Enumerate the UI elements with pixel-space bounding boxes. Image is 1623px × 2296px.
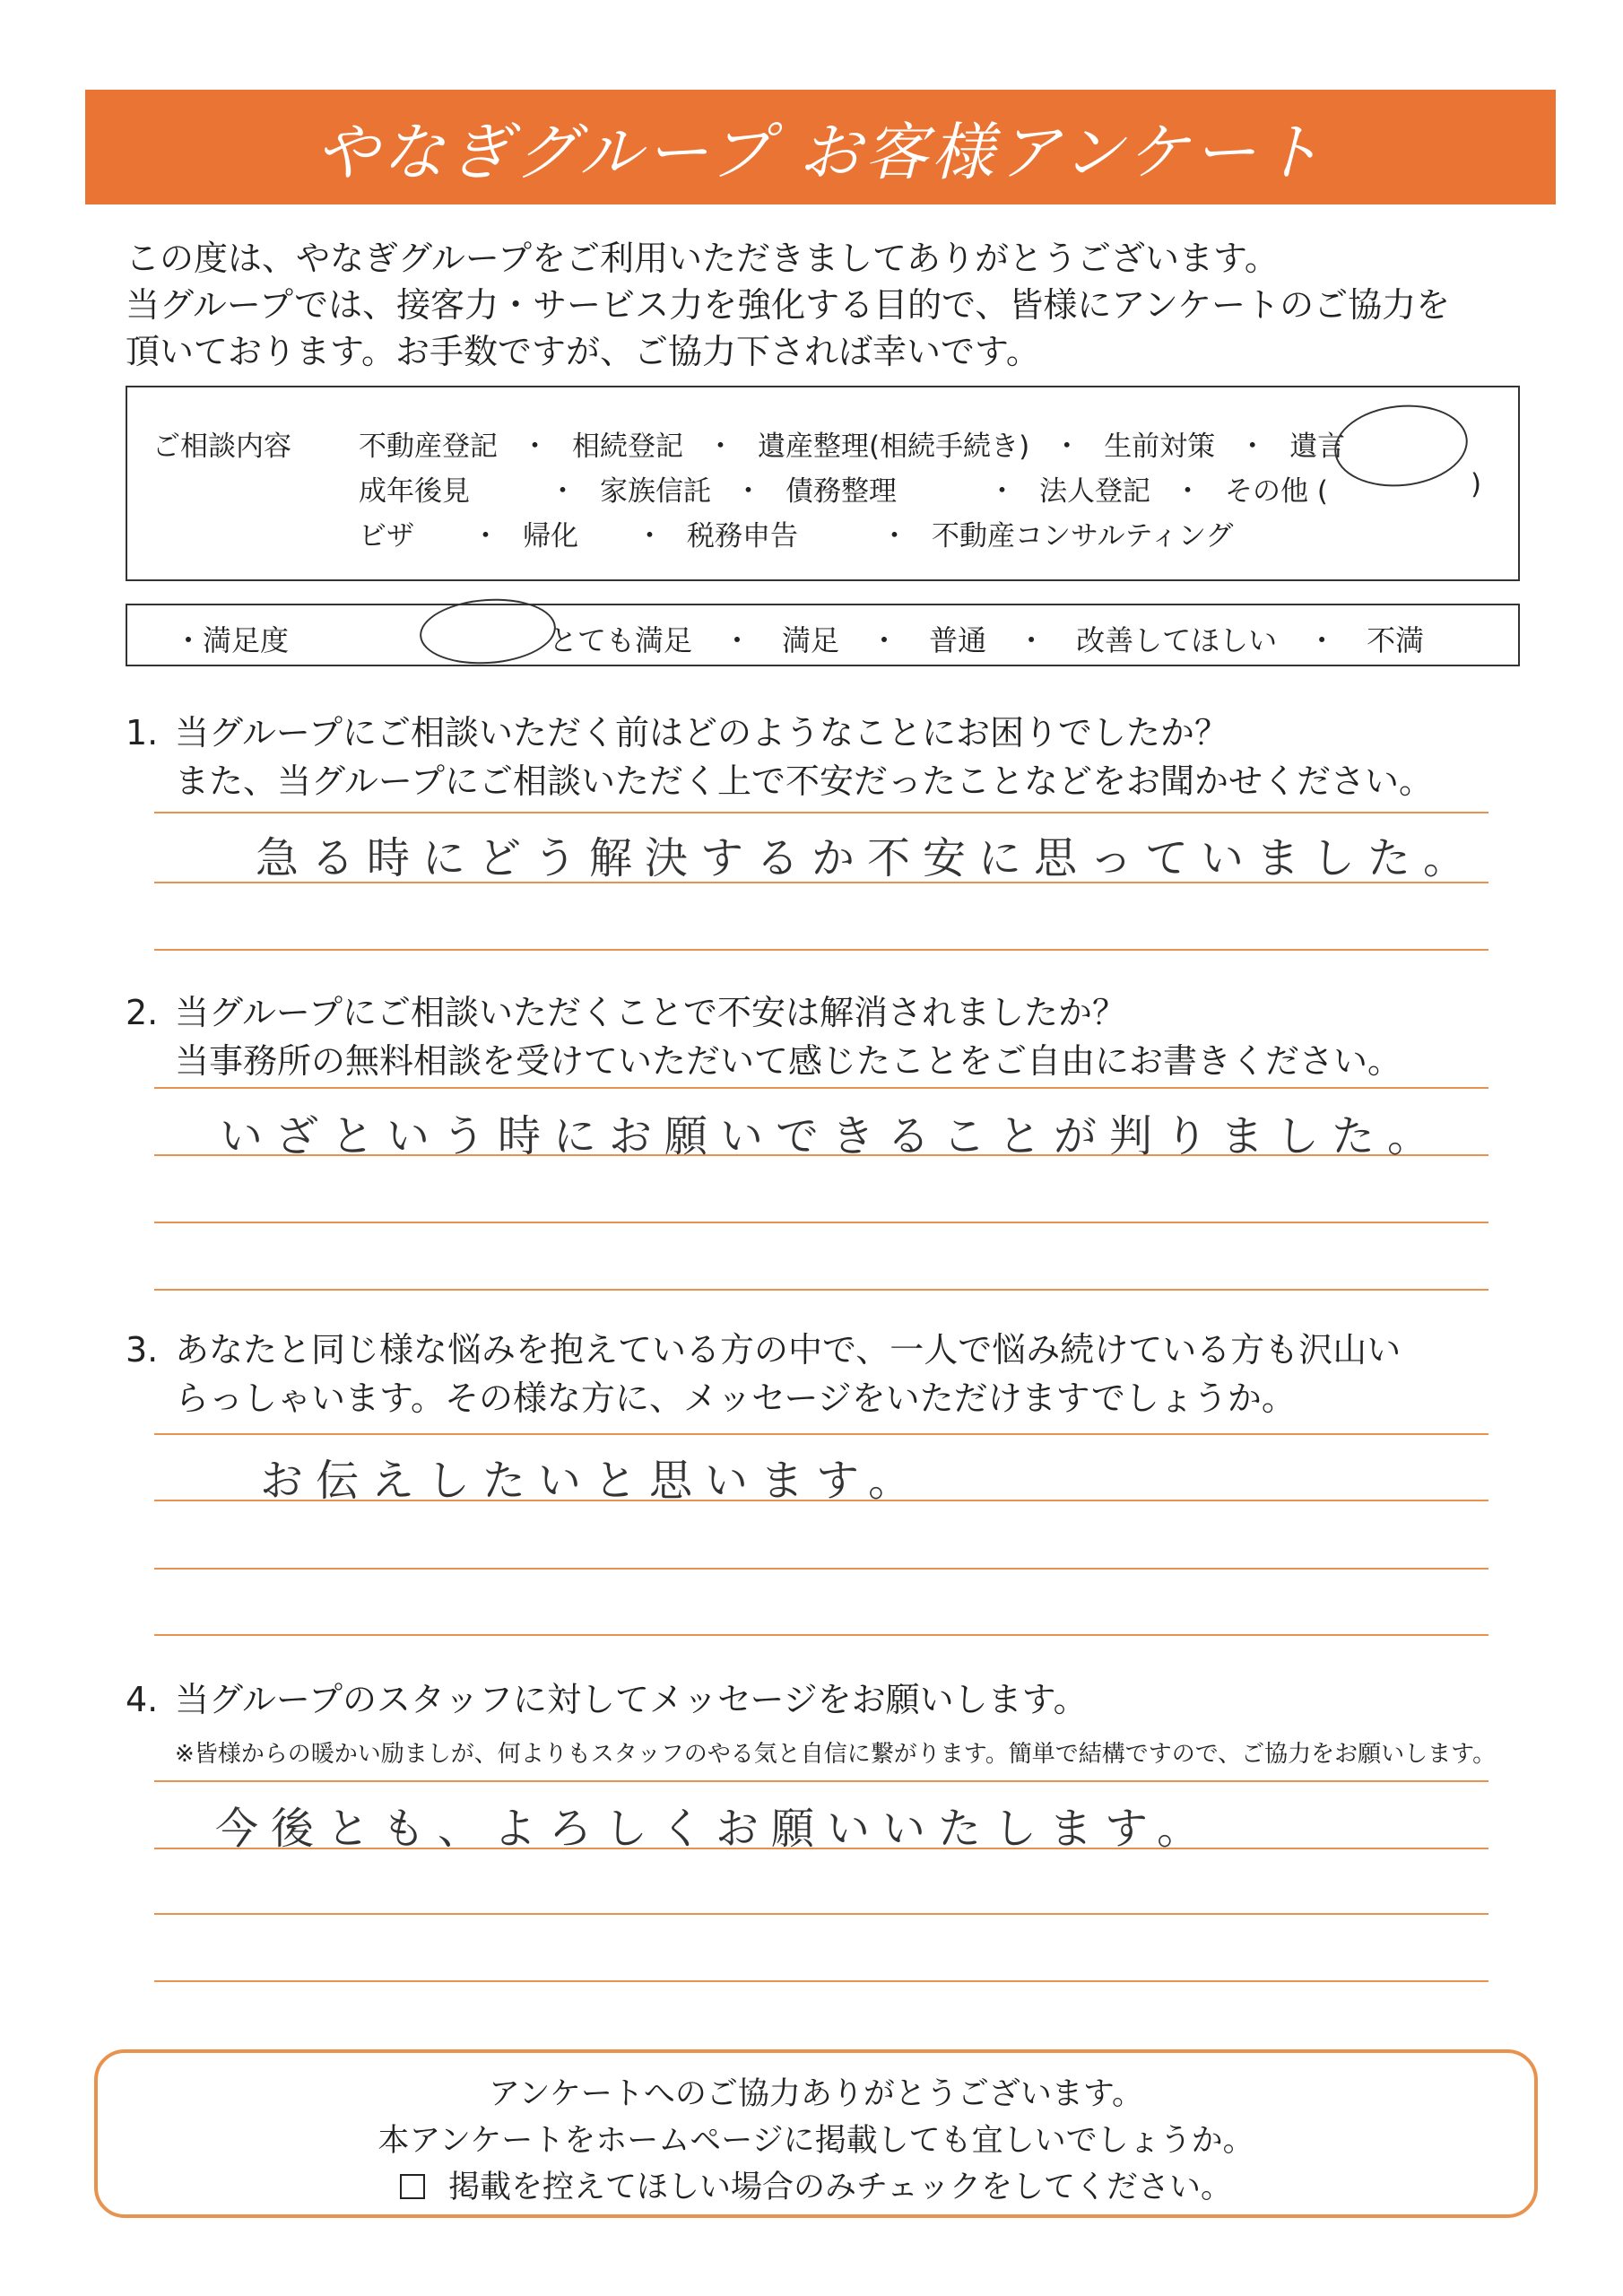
answer-line	[154, 1980, 1488, 1982]
option-will[interactable]: 遺言	[1289, 430, 1346, 463]
separator: ・	[549, 475, 577, 508]
separator: ・	[707, 430, 734, 463]
separator: ・	[472, 520, 499, 552]
answer-line	[154, 812, 1488, 813]
answer-line	[154, 1634, 1488, 1636]
question-number: 3.	[126, 1330, 159, 1370]
separator: ・	[734, 475, 762, 508]
option-adult-guardianship[interactable]: 成年後見	[359, 475, 470, 508]
separator: ・	[1238, 430, 1267, 463]
thanks-line: 本アンケートをホームページに掲載しても宜しいでしょうか。	[378, 2123, 1254, 2159]
option-real-estate-registration[interactable]: 不動産登記	[359, 430, 498, 463]
option-visa[interactable]: ビザ	[359, 520, 414, 552]
separator: ・	[1053, 430, 1081, 463]
separator: ・	[988, 475, 1016, 508]
checkbox-label: 掲載を控えてほしい場合のみチェックをしてください。	[448, 2170, 1232, 2205]
question-text: 当グループのスタッフに対してメッセージをお願いします。	[175, 1680, 1088, 1719]
answer-4-handwriting[interactable]: 今後とも、よろしくお願いいたします。	[215, 1804, 1213, 1854]
question-text: 当グループにご相談いただくことで不安は解消されましたか？	[175, 993, 1126, 1032]
intro-line: この度は、やなぎグループをご利用いただきましてありがとうございます。	[126, 239, 1279, 278]
intro-line: 当グループでは、接客力・サービス力を強化する目的で、皆様にアンケートのご協力を	[126, 285, 1451, 325]
consultation-row-2	[359, 468, 1328, 509]
answer-line	[154, 1780, 1488, 1782]
satisfaction-options: とても満足 ・ 満足 ・ 普通 ・ 改善してほしい ・ 不満	[549, 623, 1425, 657]
other-close-paren: )	[1471, 468, 1482, 500]
consultation-row-3	[359, 513, 1233, 553]
question-text: あなたと同じ様な悩みを抱えている方の中で、一人で悩み続けている方も沢山い	[175, 1330, 1402, 1370]
question-number: 1.	[126, 713, 159, 752]
answer-line	[154, 949, 1488, 951]
answer-2-handwriting[interactable]: いざという時にお願いできることが判りました。	[220, 1111, 1444, 1161]
option-family-trust[interactable]: 家族信託	[600, 475, 711, 508]
question-text: また、当グループにご相談いただく上で不安だったことなどをお聞かせください。	[175, 761, 1433, 801]
publish-opt-out-checkbox[interactable]	[400, 2174, 425, 2199]
question-4	[126, 1675, 1088, 1724]
question-number: 2.	[126, 993, 159, 1032]
question-4-note: ※皆様からの暖かい励ましが、何よりもスタッフのやる気と自信に繋がります。簡単で結構ですので、ご協力をお願いします。	[175, 1741, 1497, 1768]
option-estate-planning[interactable]: 生前対策	[1104, 430, 1216, 463]
consultation-box	[126, 386, 1520, 581]
consultation-label: ご相談内容	[152, 430, 291, 463]
satisfaction-label: ・満足度	[174, 623, 290, 657]
option-estate-settlement[interactable]: 遺産整理(相続手続き)	[758, 430, 1030, 463]
answer-line	[154, 1433, 1488, 1435]
option-real-estate-consulting[interactable]: 不動産コンサルティング	[932, 520, 1234, 552]
option-tax-return[interactable]: 税務申告	[687, 520, 798, 552]
separator: ・	[521, 430, 549, 463]
separator: ・	[881, 520, 908, 552]
intro-text	[126, 235, 1578, 375]
satisfaction-box	[126, 604, 1520, 666]
answer-1-handwriting[interactable]: 急る時にどう解決するか不安に思っていました。	[256, 833, 1480, 883]
question-text: 当事務所の無料相談を受けていただいて感じたことをご自由にお書きください。	[175, 1041, 1402, 1081]
consultation-row-1	[359, 423, 1345, 464]
answer-line	[154, 1087, 1488, 1089]
page-title: やなぎグループ お客様アンケート	[315, 115, 1326, 189]
separator: ・	[1174, 475, 1202, 508]
title-banner	[85, 90, 1556, 204]
intro-line: 頂いております。お手数ですが、ご協力下されば幸いです。	[126, 332, 1040, 371]
option-needs-improvement[interactable]: 改善してほしい	[1076, 623, 1278, 657]
answer-line	[154, 1913, 1488, 1915]
answer-line	[154, 1222, 1488, 1223]
option-dissatisfied[interactable]: 不満	[1367, 623, 1425, 657]
answer-line	[154, 1289, 1488, 1291]
option-naturalization[interactable]: 帰化	[523, 520, 578, 552]
option-very-satisfied[interactable]: とても満足	[549, 623, 693, 657]
question-3	[126, 1326, 1401, 1422]
question-1	[126, 709, 1433, 805]
option-corporate-registration[interactable]: 法人登記	[1039, 475, 1150, 508]
question-number: 4.	[126, 1680, 159, 1719]
answer-3-handwriting[interactable]: お伝えしたいと思います。	[260, 1456, 924, 1506]
answer-line	[154, 1568, 1488, 1570]
separator: ・	[636, 520, 664, 552]
thanks-line: アンケートへのご協力ありがとうございます。	[488, 2076, 1144, 2112]
question-text: 当グループにご相談いただく前はどのようなことにお困りでしたか？	[175, 713, 1228, 752]
option-neutral[interactable]: 普通	[929, 623, 987, 657]
thanks-box	[94, 2049, 1538, 2218]
option-other[interactable]: その他 (	[1225, 475, 1328, 508]
question-text: らっしゃいます。その様な方に、メッセージをいただけますでしょうか。	[175, 1378, 1296, 1418]
option-satisfied[interactable]: 満足	[782, 623, 840, 657]
option-debt-settlement[interactable]: 債務整理	[785, 475, 897, 508]
question-2	[126, 988, 1402, 1085]
option-inheritance-registration[interactable]: 相続登記	[572, 430, 683, 463]
